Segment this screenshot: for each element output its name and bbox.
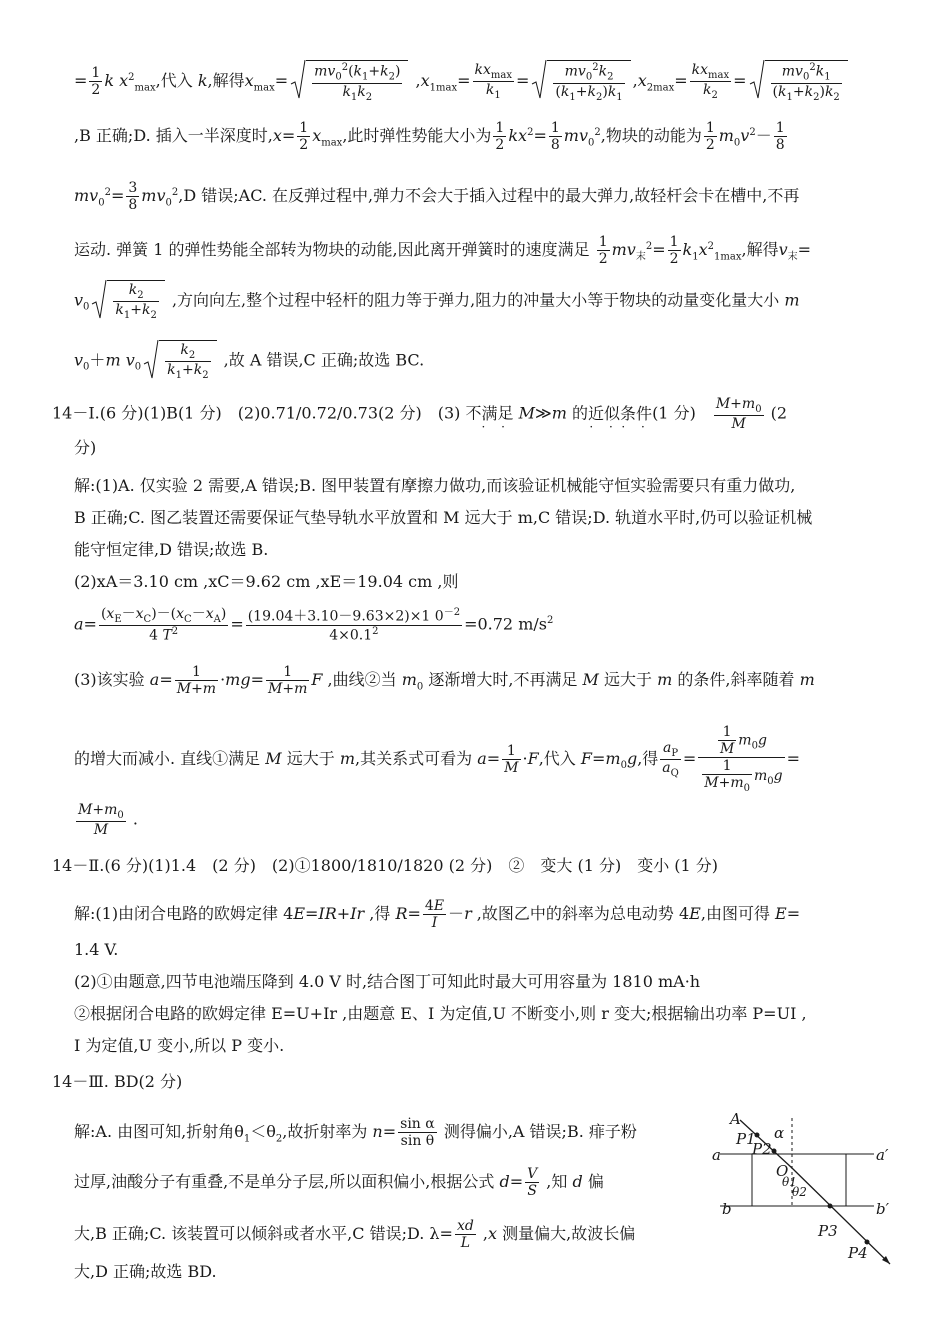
answer-14-1-line-4: (2)xA＝3.10 cm ,xC＝9.62 cm ,xE＝19.04 cm ,则 [74, 572, 459, 591]
label-theta1: θ1 [782, 1175, 797, 1189]
solution-line-3: $mv_0^2=$ $\frac{3}{8}$ $mv_0^2,D$ 错误;AC. 在反弹过程中,弹力不会大于插入过程中的最大弹力,故轻杆会卡在槽中,不再 [74, 180, 800, 214]
label-P4: P4 [848, 1244, 868, 1262]
answer-14-2-line-2: 1.4 V. [74, 940, 119, 959]
answer-14-1-line-3: 能守恒定律,D 错误;故选 B. [74, 540, 269, 559]
answer-14-1-line-1: 解:(1)A. 仅实验 2 需要,A 错误;B. 图甲装置有摩擦力做功,而该验证机械能守恒实验需要只有重力做功, [74, 476, 796, 495]
solution-line-2: ,B 正确;D. 插入一半深度时,x= $\frac{1}{2}$ $x_{max}$,此时弹性势能大小为 $\frac{1}{2}$ $kx^2=$ $\frac{1}{8}$ $mv_0^2$,物块的动能为 $\frac{1}{2}$ $m_0v^2-$ $\frac{1}{8}$ [74, 120, 785, 154]
answer-14-2-line-4: ②根据闭合电路的欧姆定律 E=U+Ir ,由题意 E、I 为定值,U 不断变小,则 r 变大;根据输出功率 P=UI , [74, 1004, 807, 1023]
label-alpha: α [774, 1124, 785, 1142]
answer-14-3-line-3: 大,B 正确;C. 该装置可以倾斜或者水平,C 错误;D. λ= $\frac{xd}{L}$ ,x 测量偏大,故波长偏 [74, 1218, 636, 1252]
pin-p3 [828, 1204, 833, 1209]
section-14-1-header-cont: 分) [74, 438, 97, 457]
answer-14-3-line-2: 过厚,油酸分子有重叠,不是单分子层,所以面积偏小,根据公式 d= $\frac{V}{S}$ ,知 d 偏 [74, 1166, 604, 1200]
section-14-3-header: 14－Ⅲ. BD(2 分) [52, 1072, 183, 1091]
solution-line-5: $v_0$ $\frac{k_2}{k_1+k_2}$ ,方向向左,整个过程中轻杆的阻力等于弹力,阻力的冲量大小等于物块的动量变化量大小 m [74, 282, 800, 322]
answer-14-1-line-2: B 正确;C. 图乙装置还需要保证气垫导轨水平放置和 M 远大于 m,C 错误;D. 轨道水平时,仍可以验证机械 [74, 508, 813, 527]
pin-p2 [772, 1149, 777, 1154]
label-P3: P3 [818, 1222, 838, 1240]
answer-14-2-line-1: 解:(1)由闭合电路的欧姆定律 4E=IR+Ir ,得 R= $\frac{4E}{I}$ －r ,故图乙中的斜率为总电动势 4E,由图可得 E= [74, 898, 801, 932]
label-b-prime: b′ [876, 1200, 890, 1218]
answer-14-3-line-1: 解:A. 由图可知,折射角$\theta_1<\theta_2$,故折射率为 n= $\frac{\text{sin α}}{\text{sin θ}}$ 测得偏小,A 错误;B. 痱子粉 [74, 1116, 637, 1150]
refraction-diagram [712, 1108, 912, 1278]
section-14-1-header: 14－Ⅰ.(6 分)(1)B(1 分) (2)0.71/0.72/0.73(2 分) (3) 不满 · ·足 M≫m 的近似 · ·条件 · ·(1 分) $\frac{M+m_0}{M}$ (2 [52, 396, 787, 432]
answer-14-1-line-7: 的增大而减小. 直线①满足 M 远大于 m,其关系式可看为 a= $\frac{1}{M}$ ·F,代入 $F=m_0g$,得 $\frac{a_P}{a_Q}$ = $\frac{1}{M}$ $m_0g$ $\frac{1}{M+m_0}$ $m_0g$ = [74, 724, 801, 795]
answer-14-1-line-5: a= $\frac{(x_E-x_C)-(x_C-x_A)}{4 T^2}$ = $\frac{(19.04+3.10-9.63\times 2)\times 1 0^{-2}}{4\times 0.1^2}$ =0.72 $m/s^2$ [74, 606, 554, 644]
label-O: O [776, 1162, 789, 1180]
label-theta2: θ2 [792, 1185, 807, 1199]
label-a-prime: a′ [876, 1146, 889, 1164]
label-P1: P1 [736, 1130, 756, 1148]
answer-14-2-line-3: (2)①由题意,四节电池端压降到 4.0 V 时,结合图丁可知此时最大可用容量为 1810 mA·h [74, 972, 701, 991]
answer-14-1-line-6: (3)该实验 a= $\frac{1}{M+m}$ ·mg= $\frac{1}{M+m}$ F ,曲线②当 $m_0$ 逐渐增大时,不再满足 M 远大于 m 的条件,斜率随着 m [74, 664, 815, 698]
label-b: b [722, 1200, 732, 1218]
solution-line-4: 运动. 弹簧 1 的弹性势能全部转为物块的动能,因此离开弹簧时的速度满足 $\frac{1}{2}$ $mv_末^2=$ $\frac{1}{2}$ $k_1x^2_{1max}$,解得$v_末=$ [74, 234, 812, 268]
label-a: a [712, 1146, 721, 1164]
label-P2: P2 [752, 1140, 772, 1158]
answer-14-3-line-4: 大,D 正确;故选 BD. [74, 1262, 217, 1281]
answer-14-1-line-8: $\frac{M+m_0}{M}$ . [78, 802, 138, 839]
solution-line-6: $v_0+m$ $v_0$ $\frac{k_2}{k_1+k_2}$ ,故 A 错误,C 正确;故选 BC. [74, 342, 425, 382]
solution-line-1: = $\frac{1}{2}$ k $x^2_{max}$,代入 k,解得$x_{max}=$ $\frac{mv_0^2(k_1+k_2)}{k_1k_2}$ $,x_{1max}=$ $\frac{kx_{max}}{k_1}$ = $\frac{mv_0^2k_2}{(k_1+k_2)k_1}$ $,x_{2max}=$ $\frac{kx_{max}}{k_2}$ = $\frac{mv_0^2k_1}{(k_1+k_2)k_2}$ [74, 60, 850, 103]
label-A: A [730, 1110, 741, 1128]
answer-14-2-line-5: I 为定值,U 变小,所以 P 变小. [74, 1036, 285, 1055]
section-14-2-header: 14－Ⅱ.(6 分)(1)1.4 (2 分) (2)①1800/1810/1820 (2 分) ② 变大 (1 分) 变小 (1 分) [52, 856, 719, 875]
